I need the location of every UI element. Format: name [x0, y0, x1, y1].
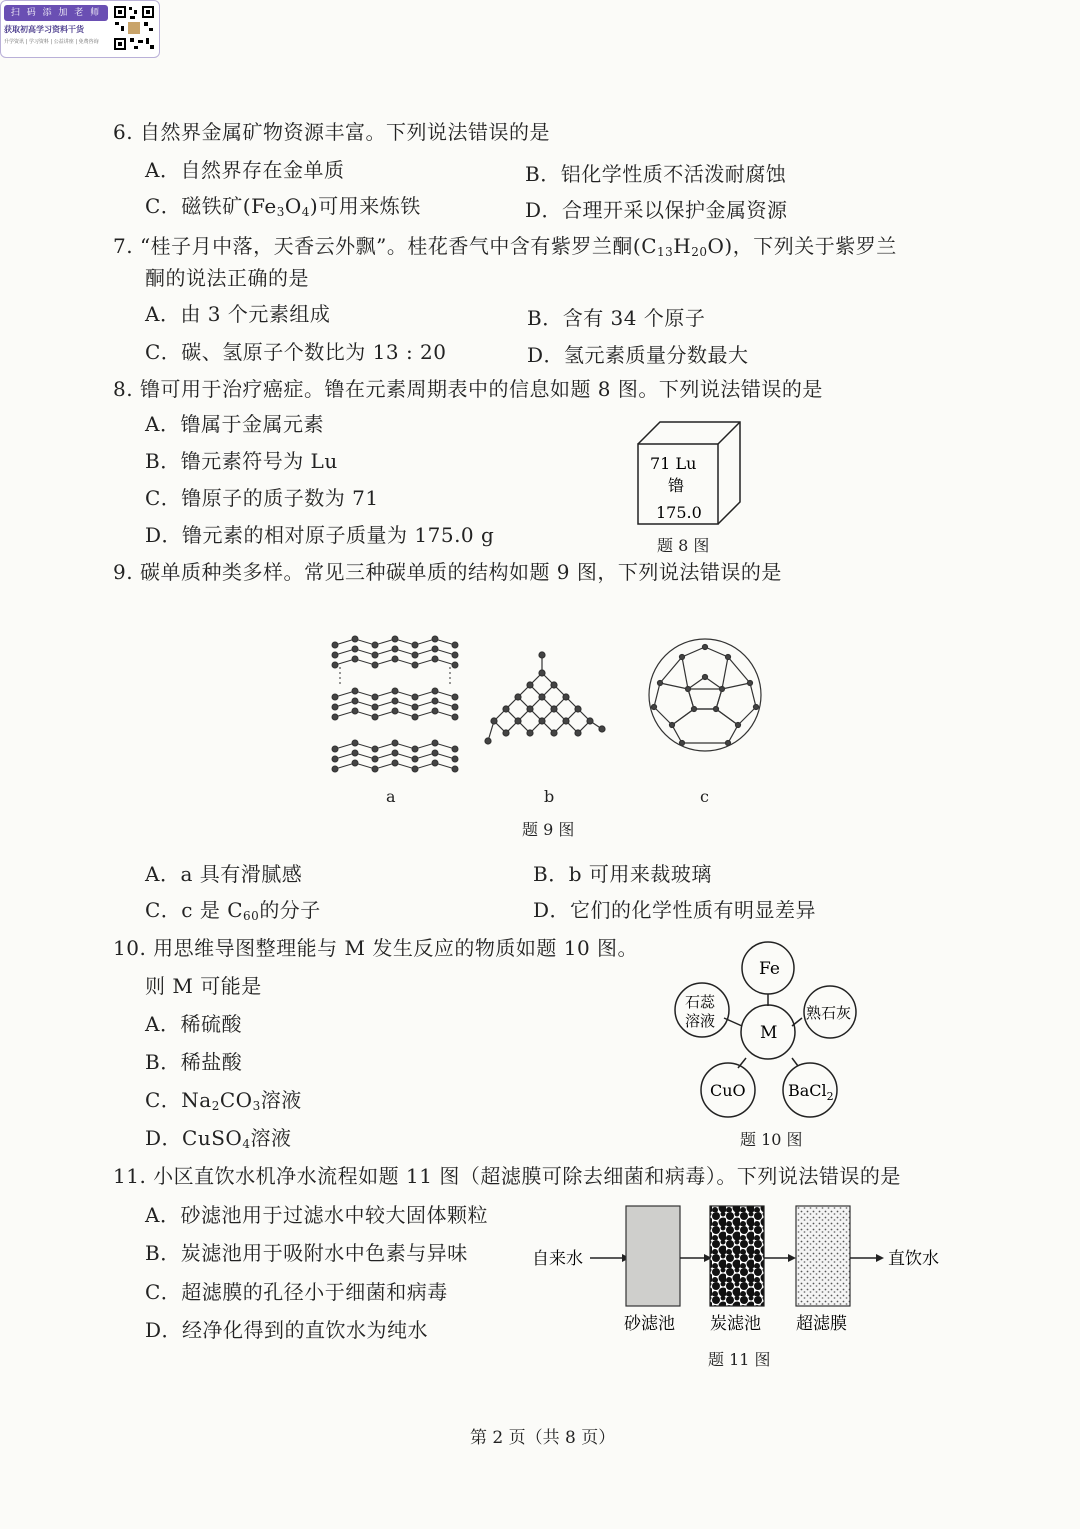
q10-option-b[interactable]: B．稀盐酸: [145, 1050, 243, 1074]
ultrafiltration-membrane: [796, 1206, 850, 1306]
q8-option-a[interactable]: A．镥属于金属元素: [145, 412, 324, 436]
q11-option-b[interactable]: B．炭滤池用于吸附水中色素与异味: [145, 1241, 468, 1265]
q7-stem: 7. “桂子月中落，天香云外飘”。桂花香气中含有紫罗兰酮$(C_{13}H_{20}O)$，下列关于紫罗兰: [113, 234, 897, 259]
q9-label-b: b: [544, 787, 555, 806]
qr-code-icon[interactable]: [112, 4, 156, 52]
q10-node-fe: Fe: [759, 959, 780, 979]
q7-option-d[interactable]: D．氢元素质量分数最大: [527, 343, 749, 367]
carbon-filter-tank: [710, 1206, 764, 1306]
q11-input-label: 自来水: [532, 1249, 583, 1269]
q11-option-d[interactable]: D．经净化得到的直饮水为纯水: [145, 1318, 429, 1342]
q11-option-c[interactable]: C．超滤膜的孔径小于细菌和病毒: [145, 1280, 448, 1304]
q10-stem: 10. 用思维导图整理能与 M 发生反应的物质如题 10 图。: [113, 936, 639, 960]
q6-option-c[interactable]: C．磁铁矿$(Fe_3O_4)$可用来炼铁: [145, 194, 421, 219]
q9-option-b[interactable]: B．b 可用来裁玻璃: [533, 862, 712, 886]
q7-stem-cont: 酮的说法正确的是: [145, 266, 309, 290]
q10-node-litmus-2: 溶液: [685, 1012, 716, 1030]
q7-option-a[interactable]: A．由 3 个元素组成: [145, 302, 331, 326]
q11-output-label: 直饮水: [888, 1249, 939, 1269]
q8-figure-name: 镥: [668, 476, 685, 495]
c60-structure: [649, 639, 761, 751]
graphite-structure: [332, 636, 458, 772]
q9-carbon-structures-figure: [310, 625, 780, 775]
q11-stage-membrane: 超滤膜: [796, 1314, 847, 1334]
q10-node-bacl2: BaCl$_2$: [788, 1081, 834, 1103]
diamond-structure: [485, 652, 605, 744]
q8-option-b[interactable]: B．镥元素符号为 Lu: [145, 449, 338, 473]
q11-figure-caption: 题 11 图: [708, 1350, 771, 1369]
q9-stem: 9. 碳单质种类多样。常见三种碳单质的结构如题 9 图，下列说法错误的是: [113, 560, 782, 584]
q10-option-c[interactable]: C．$Na_2CO_3$溶液: [145, 1088, 302, 1113]
q10-node-litmus-1: 石蕊: [685, 993, 716, 1011]
q10-option-a[interactable]: A．稀硫酸: [145, 1012, 242, 1036]
q7-option-c[interactable]: C．碳、氢原子个数比为 13 : 20: [145, 340, 447, 364]
page-footer: 第 2 页（共 8 页）: [470, 1428, 616, 1448]
q10-figure-caption: 题 10 图: [740, 1130, 803, 1149]
q9-option-a[interactable]: A．a 具有滑腻感: [145, 862, 303, 886]
promo-subtext: 升学资讯 | 学习资料 | 公益讲座 | 免费咨询: [4, 39, 99, 45]
q8-figure-mass: 175.0: [656, 503, 702, 522]
q8-option-c[interactable]: C．镥原子的质子数为 71: [145, 486, 379, 510]
promo-text: 获取初高学习资料干货: [4, 25, 84, 34]
q8-option-d[interactable]: D．镥元素的相对原子质量为 175.0 g: [145, 523, 495, 547]
q8-figure-caption: 题 8 图: [657, 536, 710, 555]
q10-node-lime: 熟石灰: [806, 1004, 852, 1022]
q9-figure-caption: 题 9 图: [522, 820, 575, 839]
q9-option-c[interactable]: C．c 是 $C_{60}$的分子: [145, 898, 321, 923]
q11-stage-carbon: 炭滤池: [710, 1314, 761, 1334]
q6-option-b[interactable]: B．铝化学性质不活泼耐腐蚀: [525, 162, 787, 186]
q8-element-cube-figure: [630, 416, 750, 532]
q11-stem: 11. 小区直饮水机净水流程如题 11 图（超滤膜可除去细菌和病毒）。下列说法错误的是: [113, 1164, 901, 1188]
q10-stem-cont: 则 M 可能是: [145, 974, 262, 998]
add-teacher-button[interactable]: 扫 码 添 加 老 师: [4, 5, 108, 21]
q6-option-d[interactable]: D．合理开采以保护金属资源: [525, 198, 788, 222]
sand-filter-tank: [626, 1206, 680, 1306]
q10-option-d[interactable]: D．CuSO$_4$溶液: [145, 1126, 292, 1151]
q11-purification-flow-figure: [530, 1198, 950, 1338]
q10-mind-map-figure: [668, 938, 868, 1128]
q6-option-a[interactable]: A．自然界存在金单质: [145, 158, 345, 182]
promo-banner[interactable]: [0, 0, 160, 58]
q10-node-m: M: [760, 1023, 778, 1043]
q8-figure-number-symbol: 71 Lu: [650, 454, 697, 473]
q11-option-a[interactable]: A．砂滤池用于过滤水中较大固体颗粒: [145, 1203, 488, 1227]
q7-option-b[interactable]: B．含有 34 个原子: [527, 306, 706, 330]
q9-label-a: a: [386, 787, 396, 806]
q6-stem: 6. 自然界金属矿物资源丰富。下列说法错误的是: [113, 120, 550, 144]
q8-stem: 8. 镥可用于治疗癌症。镥在元素周期表中的信息如题 8 图。下列说法错误的是: [113, 377, 823, 401]
q9-option-d[interactable]: D．它们的化学性质有明显差异: [533, 898, 817, 922]
q9-label-c: c: [700, 787, 709, 806]
q10-node-cuo: CuO: [710, 1081, 746, 1100]
q11-stage-sand: 砂滤池: [624, 1314, 675, 1334]
